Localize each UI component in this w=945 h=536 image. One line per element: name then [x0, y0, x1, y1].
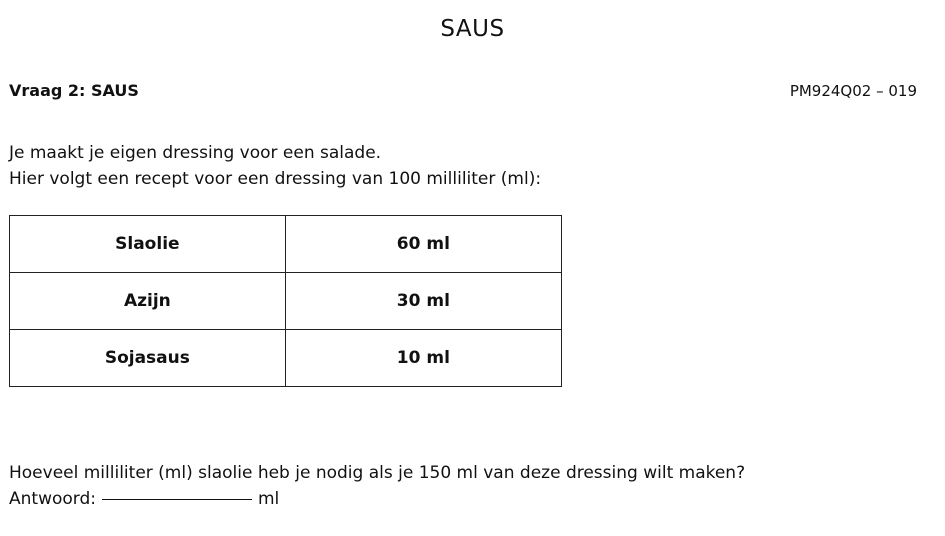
ingredient-cell: Slaolie	[10, 216, 286, 273]
answer-label: Antwoord:	[9, 489, 96, 509]
ingredient-cell: Azijn	[10, 273, 286, 330]
amount-cell: 60 ml	[285, 216, 561, 273]
question-text: Hoeveel milliliter (ml) slaolie heb je nodig als je 150 ml van deze dressing wilt maken?	[9, 463, 746, 483]
page-title: SAUS	[440, 16, 505, 42]
recipe-table	[9, 215, 562, 387]
question-title: Vraag 2: SAUS	[9, 81, 139, 100]
amount-cell: 10 ml	[285, 330, 561, 387]
intro-line-1: Je maakt je eigen dressing voor een salade.	[9, 143, 382, 163]
answer-unit: ml	[257, 489, 280, 509]
question-code: PM924Q02 – 019	[789, 82, 917, 100]
table-row	[10, 330, 562, 387]
question-header	[9, 81, 917, 103]
table-row	[10, 216, 562, 273]
intro-line-2: Hier volgt een recept voor een dressing van 100 milliliter (ml):	[9, 169, 542, 189]
answer-blank[interactable]	[102, 499, 252, 500]
question-block	[9, 460, 745, 512]
ingredient-cell: Sojasaus	[10, 330, 286, 387]
amount-cell: 30 ml	[285, 273, 561, 330]
answer-row	[9, 486, 745, 512]
table-row	[10, 273, 562, 330]
intro-text	[9, 140, 541, 192]
